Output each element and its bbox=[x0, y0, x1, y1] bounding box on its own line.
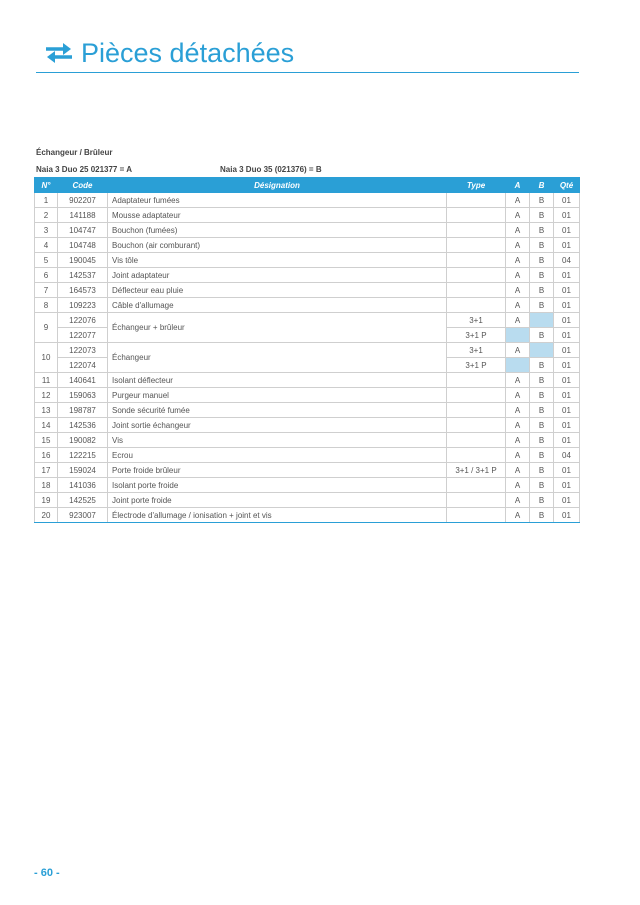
row-num: 5 bbox=[35, 253, 58, 268]
row-type: 3+1 P bbox=[447, 328, 506, 343]
table-row bbox=[35, 418, 580, 433]
row-type bbox=[447, 268, 506, 283]
header-num: N° bbox=[35, 178, 58, 193]
row-num: 1 bbox=[35, 193, 58, 208]
row-num: 2 bbox=[35, 208, 58, 223]
table-row bbox=[35, 253, 580, 268]
row-qty: 01 bbox=[554, 463, 580, 478]
row-designation: Joint adaptateur bbox=[108, 268, 447, 283]
row-type bbox=[447, 193, 506, 208]
row-designation: Porte froide brûleur bbox=[108, 463, 447, 478]
row-designation: Câble d'allumage bbox=[108, 298, 447, 313]
row-type bbox=[447, 493, 506, 508]
row-num: 15 bbox=[35, 433, 58, 448]
row-type bbox=[447, 388, 506, 403]
row-a: A bbox=[506, 448, 530, 463]
header-code: Code bbox=[58, 178, 108, 193]
row-type bbox=[447, 403, 506, 418]
row-code: 104747 bbox=[58, 223, 108, 238]
row-num: 3 bbox=[35, 223, 58, 238]
header-type: Type bbox=[447, 178, 506, 193]
row-a: A bbox=[506, 433, 530, 448]
row-b: B bbox=[530, 433, 554, 448]
row-num: 9 bbox=[35, 313, 58, 343]
row-type bbox=[447, 223, 506, 238]
row-qty: 01 bbox=[554, 343, 580, 358]
header-designation: Désignation bbox=[108, 178, 447, 193]
row-code: 104748 bbox=[58, 238, 108, 253]
table-row bbox=[35, 283, 580, 298]
model-a-label: Naia 3 Duo 25 021377 = A bbox=[36, 165, 132, 174]
row-designation: Joint porte froide bbox=[108, 493, 447, 508]
table-row bbox=[35, 298, 580, 313]
row-designation: Échangeur + brûleur bbox=[108, 313, 447, 343]
row-a: A bbox=[506, 403, 530, 418]
table-row bbox=[35, 508, 580, 523]
table-row bbox=[35, 463, 580, 478]
row-b: B bbox=[530, 283, 554, 298]
row-qty: 01 bbox=[554, 313, 580, 328]
row-designation: Échangeur bbox=[108, 343, 447, 373]
row-designation: Vis tôle bbox=[108, 253, 447, 268]
row-code: 109223 bbox=[58, 298, 108, 313]
row-code: 190045 bbox=[58, 253, 108, 268]
table-row bbox=[35, 403, 580, 418]
row-code: 923007 bbox=[58, 508, 108, 523]
row-a: A bbox=[506, 478, 530, 493]
row-b-empty bbox=[530, 343, 554, 358]
row-type bbox=[447, 253, 506, 268]
row-b: B bbox=[530, 193, 554, 208]
row-designation: Isolant déflecteur bbox=[108, 373, 447, 388]
row-a: A bbox=[506, 493, 530, 508]
parts-table bbox=[34, 177, 580, 523]
row-b: B bbox=[530, 238, 554, 253]
table-row bbox=[35, 388, 580, 403]
row-designation: Ecrou bbox=[108, 448, 447, 463]
row-num: 20 bbox=[35, 508, 58, 523]
row-qty: 01 bbox=[554, 478, 580, 493]
row-type: 3+1 bbox=[447, 343, 506, 358]
row-a: A bbox=[506, 193, 530, 208]
header-b: B bbox=[530, 178, 554, 193]
row-a: A bbox=[506, 208, 530, 223]
row-qty: 01 bbox=[554, 223, 580, 238]
page-header bbox=[36, 36, 579, 73]
row-num: 10 bbox=[35, 343, 58, 373]
table-row-group10a bbox=[35, 343, 580, 358]
table-row bbox=[35, 493, 580, 508]
header-qty: Qté bbox=[554, 178, 580, 193]
row-code: 122076 bbox=[58, 313, 108, 328]
row-designation: Bouchon (air comburant) bbox=[108, 238, 447, 253]
row-b: B bbox=[530, 493, 554, 508]
table-header-row bbox=[35, 178, 580, 193]
table-row bbox=[35, 238, 580, 253]
row-type bbox=[447, 373, 506, 388]
row-code: 198787 bbox=[58, 403, 108, 418]
row-num: 7 bbox=[35, 283, 58, 298]
row-qty: 01 bbox=[554, 268, 580, 283]
table-row bbox=[35, 208, 580, 223]
table-row-group9a bbox=[35, 313, 580, 328]
row-type: 3+1 P bbox=[447, 358, 506, 373]
page-number: - 60 - bbox=[34, 867, 60, 879]
row-qty: 01 bbox=[554, 493, 580, 508]
row-code: 122073 bbox=[58, 343, 108, 358]
row-b: B bbox=[530, 373, 554, 388]
row-a: A bbox=[506, 253, 530, 268]
row-num: 16 bbox=[35, 448, 58, 463]
table-row bbox=[35, 373, 580, 388]
row-type bbox=[447, 448, 506, 463]
row-designation: Vis bbox=[108, 433, 447, 448]
row-a: A bbox=[506, 223, 530, 238]
row-a: A bbox=[506, 268, 530, 283]
row-code: 140641 bbox=[58, 373, 108, 388]
row-num: 4 bbox=[35, 238, 58, 253]
row-type bbox=[447, 508, 506, 523]
row-qty: 01 bbox=[554, 508, 580, 523]
row-b: B bbox=[530, 388, 554, 403]
row-b: B bbox=[530, 298, 554, 313]
table-row bbox=[35, 433, 580, 448]
row-qty: 01 bbox=[554, 298, 580, 313]
row-b: B bbox=[530, 358, 554, 373]
row-a: A bbox=[506, 463, 530, 478]
row-qty: 01 bbox=[554, 373, 580, 388]
row-b: B bbox=[530, 403, 554, 418]
row-num: 18 bbox=[35, 478, 58, 493]
row-type bbox=[447, 283, 506, 298]
row-code: 122074 bbox=[58, 358, 108, 373]
row-code: 141036 bbox=[58, 478, 108, 493]
table-row bbox=[35, 223, 580, 238]
row-designation: Déflecteur eau pluie bbox=[108, 283, 447, 298]
row-a: A bbox=[506, 418, 530, 433]
table-row bbox=[35, 193, 580, 208]
row-type: 3+1 / 3+1 P bbox=[447, 463, 506, 478]
row-type bbox=[447, 478, 506, 493]
model-b-label: Naia 3 Duo 35 (021376) = B bbox=[220, 165, 322, 174]
row-a: A bbox=[506, 313, 530, 328]
row-a: A bbox=[506, 343, 530, 358]
table-body bbox=[35, 193, 580, 523]
row-a-empty bbox=[506, 358, 530, 373]
row-a: A bbox=[506, 283, 530, 298]
row-designation: Joint sortie échangeur bbox=[108, 418, 447, 433]
row-num: 12 bbox=[35, 388, 58, 403]
row-designation: Adaptateur fumées bbox=[108, 193, 447, 208]
table-row bbox=[35, 268, 580, 283]
row-qty: 01 bbox=[554, 388, 580, 403]
row-code: 902207 bbox=[58, 193, 108, 208]
row-designation: Bouchon (fumées) bbox=[108, 223, 447, 238]
row-type: 3+1 bbox=[447, 313, 506, 328]
row-qty: 01 bbox=[554, 418, 580, 433]
row-a: A bbox=[506, 508, 530, 523]
row-type bbox=[447, 238, 506, 253]
swap-arrows-icon bbox=[44, 42, 74, 64]
row-b: B bbox=[530, 448, 554, 463]
row-code: 190082 bbox=[58, 433, 108, 448]
row-code: 122215 bbox=[58, 448, 108, 463]
row-a: A bbox=[506, 388, 530, 403]
page-title: Pièces détachées bbox=[81, 38, 295, 68]
section-title: Échangeur / Brûleur bbox=[36, 148, 113, 157]
row-num: 8 bbox=[35, 298, 58, 313]
row-code: 142537 bbox=[58, 268, 108, 283]
row-type bbox=[447, 418, 506, 433]
row-a: A bbox=[506, 373, 530, 388]
row-qty: 01 bbox=[554, 238, 580, 253]
row-num: 17 bbox=[35, 463, 58, 478]
row-num: 6 bbox=[35, 268, 58, 283]
row-a: A bbox=[506, 238, 530, 253]
row-b: B bbox=[530, 253, 554, 268]
row-qty: 01 bbox=[554, 283, 580, 298]
row-designation: Mousse adaptateur bbox=[108, 208, 447, 223]
row-b: B bbox=[530, 268, 554, 283]
row-code: 141188 bbox=[58, 208, 108, 223]
row-designation: Purgeur manuel bbox=[108, 388, 447, 403]
header-a: A bbox=[506, 178, 530, 193]
row-code: 159063 bbox=[58, 388, 108, 403]
row-designation: Électrode d'allumage / ionisation + joint et vis bbox=[108, 508, 447, 523]
row-code: 159024 bbox=[58, 463, 108, 478]
row-qty: 01 bbox=[554, 208, 580, 223]
row-num: 13 bbox=[35, 403, 58, 418]
row-code: 142525 bbox=[58, 493, 108, 508]
row-b: B bbox=[530, 508, 554, 523]
row-qty: 01 bbox=[554, 433, 580, 448]
row-type bbox=[447, 298, 506, 313]
row-qty: 04 bbox=[554, 448, 580, 463]
row-qty: 04 bbox=[554, 253, 580, 268]
row-b: B bbox=[530, 478, 554, 493]
table-row bbox=[35, 448, 580, 463]
row-a: A bbox=[506, 298, 530, 313]
row-b: B bbox=[530, 418, 554, 433]
row-num: 14 bbox=[35, 418, 58, 433]
row-designation: Isolant porte froide bbox=[108, 478, 447, 493]
row-code: 142536 bbox=[58, 418, 108, 433]
row-a-empty bbox=[506, 328, 530, 343]
row-type bbox=[447, 208, 506, 223]
row-num: 11 bbox=[35, 373, 58, 388]
row-code: 164573 bbox=[58, 283, 108, 298]
row-qty: 01 bbox=[554, 328, 580, 343]
row-type bbox=[447, 433, 506, 448]
row-b: B bbox=[530, 463, 554, 478]
row-qty: 01 bbox=[554, 193, 580, 208]
row-qty: 01 bbox=[554, 358, 580, 373]
row-qty: 01 bbox=[554, 403, 580, 418]
row-designation: Sonde sécurité fumée bbox=[108, 403, 447, 418]
row-b-empty bbox=[530, 313, 554, 328]
row-code: 122077 bbox=[58, 328, 108, 343]
row-b: B bbox=[530, 328, 554, 343]
row-b: B bbox=[530, 208, 554, 223]
table-row bbox=[35, 478, 580, 493]
row-num: 19 bbox=[35, 493, 58, 508]
row-b: B bbox=[530, 223, 554, 238]
